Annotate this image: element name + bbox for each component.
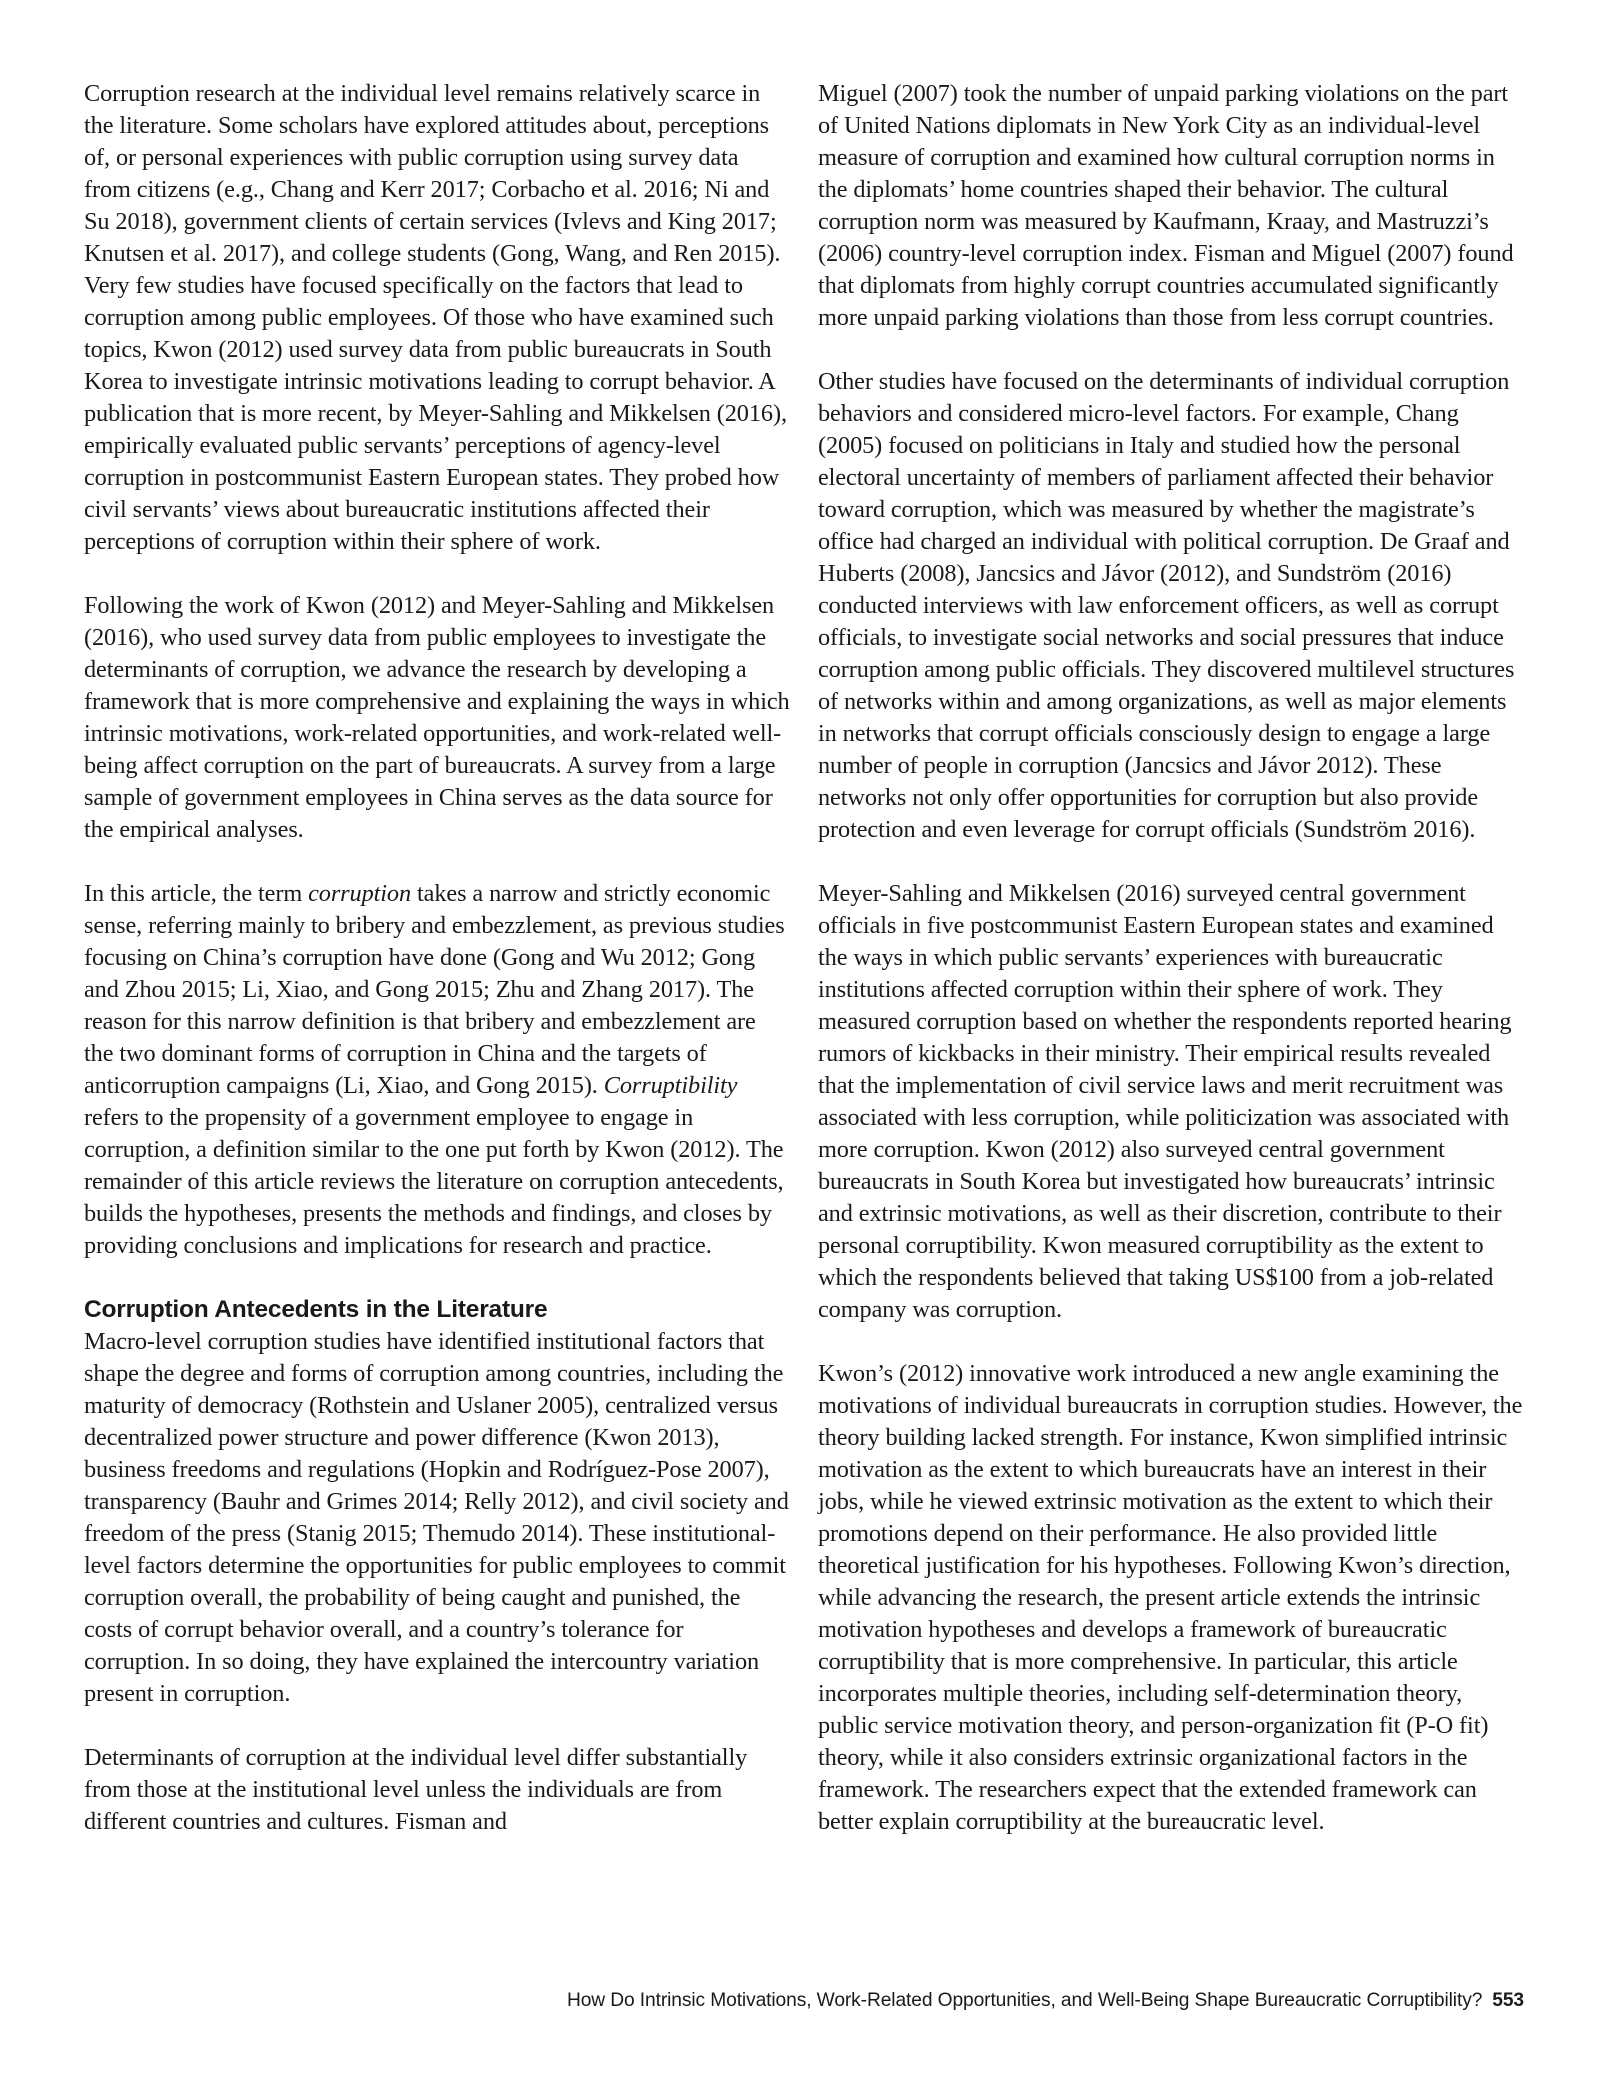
term-corruptibility: Corruptibility [603,1072,738,1099]
right-paragraph-2: Other studies have focused on the determinants of individual corruption behaviors and considered micro-level factors. For example, Chang (2005) focused on politicians in Italy and studied how the personal electoral uncertainty of members of parliament affected their behavior toward corruption, which was measured by whether the magistrate’s office had charged an individual with political corruption. De Graaf and Huberts (2008), Jancsics and Jávor (2012), and Sundström (2016) conducted interviews with law enforcement officers, as well as corrupt officials, to investigate social networks and social pressures that induce corruption among public officials. They discovered multilevel structures of networks within and among organizations, as well as major elements in networks that corrupt officials consciously design to engage a large number of people in corruption (Jancsics and Jávor 2012). These networks not only offer opportunities for corruption but also provide protection and even leverage for corrupt officials (Sundström 2016). [818,368,1515,843]
right-paragraph-1: Miguel (2007) took the number of unpaid parking violations on the part of United Nations diplomats in New York City as an individual-level measure of corruption and examined how cultural corruption norms in the diplomats’ home countries shaped their behavior. The cultural corruption norm was measured by Kaufmann, Kraay, and Mastruzzi’s (2006) country-level corruption index. Fisman and Miguel (2007) found that diplomats from highly corrupt countries accumulated significantly more unpaid parking violations than those from less corrupt countries. [818,80,1514,331]
term-corruption: corruption [308,880,412,907]
left-paragraph-5: Determinants of corruption at the individual level differ substantially from those at the institutional level unless the individuals are from different countries and cultures. Fisman and [84,1744,748,1835]
right-paragraph-4: Kwon’s (2012) innovative work introduced a new angle examining the motivations of individual bureaucrats in corruption studies. However, the theory building lacked strength. For instance, Kwon simplified intrinsic motivation as the extent to which bureaucrats have an interest in their jobs, while he viewed extrinsic motivation as the extent to which their promotions depend on their performance. He also provided little theoretical justification for his hypotheses. Following Kwon’s direction, while advancing the research, the present article extends the intrinsic motivation hypotheses and develops a framework of bureaucratic corruptibility that is more comprehensive. In particular, this article incorporates multiple theories, including self-determination theory, public service motivation theory, and person-organization fit (P-O fit) theory, while it also considers extrinsic organizational factors in the framework. The researchers expect that the extended framework can better explain corruptibility at the bureaucratic level. [818,1360,1523,1835]
left-column [84,78,790,1838]
left-paragraph-4: Macro-level corruption studies have identified institutional factors that shape the degree and forms of corruption among countries, including the maturity of democracy (Rothstein and Uslaner 2005), centralized versus decentralized power structure and power difference (Kwon 2013), business freedoms and regulations (Hopkin and Rodríguez-Pose 2007), transparency (Bauhr and Grimes 2014; Relly 2012), and civil society and freedom of the press (Stanig 2015; Themudo 2014). These institutional-level factors determine the opportunities for public employees to commit corruption overall, the probability of being caught and punished, the costs of corrupt behavior overall, and a country’s tolerance for corruption. In so doing, they have explained the intercountry variation present in corruption. [84,1328,789,1707]
page-number: 553 [1492,1990,1524,2011]
right-paragraph-3: Meyer-Sahling and Mikkelsen (2016) surveyed central government officials in five postcommunist Eastern European states and examined the ways in which public servants’ experiences with bureaucratic institutions affected corruption within their sphere of work. They measured corruption based on whether the respondents reported hearing rumors of kickbacks in their ministry. Their empirical results revealed that the implementation of civil service laws and merit recruitment was associated with less corruption, while politicization was associated with more corruption. Kwon (2012) also surveyed central government bureaucrats in South Korea but investigated how bureaucrats’ intrinsic and extrinsic motivations, as well as their discretion, contribute to their personal corruptibility. Kwon measured corruptibility as the extent to which the respondents believed that taking US$100 from a job-related company was corruption. [818,880,1512,1323]
left-paragraph-3 [84,878,790,1262]
left-paragraph-1: Corruption research at the individual level remains relatively scarce in the literature. Some scholars have explored attitudes about, perceptions of, or personal experiences with public corruption using survey data from citizens (e.g., Chang and Kerr 2017; Corbacho et al. 2016; Ni and Su 2018), government clients of certain services (Ivlevs and King 2017; Knutsen et al. 2017), and college students (Gong, Wang, and Ren 2015). Very few studies have focused specifically on the factors that lead to corruption among public employees. Of those who have examined such topics, Kwon (2012) used survey data from public bureaucrats in South Korea to investigate intrinsic motivations leading to corrupt behavior. A publication that is more recent, by Meyer-Sahling and Mikkelsen (2016), empirically evaluated public servants’ perceptions of agency-level corruption in postcommunist Eastern European states. They probed how civil servants’ views about bureaucratic institutions affected their perceptions of corruption within their sphere of work. [84,80,787,555]
left-paragraph-3-part-b: takes a narrow and strictly economic sense, referring mainly to bribery and embezzlement, as previous studies focusing on China’s corruption have done (Gong and Wu 2012; Gong and Zhou 2015; Li, Xiao, and Gong 2015; Zhu and Zhang 2017). The reason for this narrow definition is that bribery and embezzlement are the two dominant forms of corruption in China and the targets of anticorruption campaigns (Li, Xiao, and Gong 2015). [84,880,785,1099]
left-paragraph-2: Following the work of Kwon (2012) and Meyer-Sahling and Mikkelsen (2016), who used survey data from public employees to investigate the determinants of corruption, we advance the research by developing a framework that is more comprehensive and explaining the ways in which intrinsic motivations, work-related opportunities, and work-related well-being affect corruption on the part of bureaucrats. A survey from a large sample of government employees in China serves as the data source for the empirical analyses. [84,592,790,843]
page-footer [84,1988,1524,2014]
section-heading: Corruption Antecedents in the Literature [84,1296,548,1323]
left-paragraph-3-part-c: refers to the propensity of a government employee to engage in corruption, a definition similar to the one put forth by Kwon (2012). The remainder of this article reviews the literature on corruption antecedents, builds the hypotheses, presents the methods and findings, and closes by providing conclusions and implications for research and practice. [84,1104,784,1259]
left-paragraph-3-part-a: In this article, the term [84,880,309,907]
running-title: How Do Intrinsic Motivations, Work-Related Opportunities, and Well-Being Shape Bureaucratic Corruptibility? [566,1990,1483,2011]
right-column [818,78,1524,1838]
